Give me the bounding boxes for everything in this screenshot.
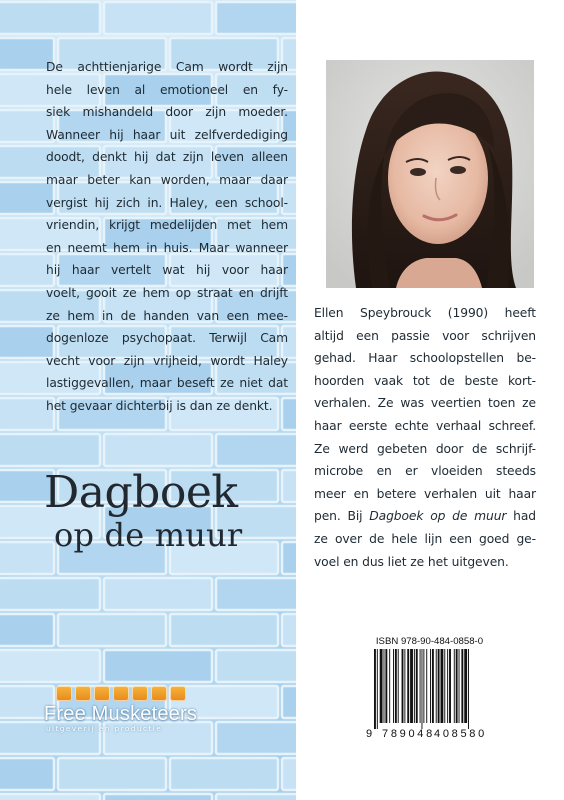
barcode-bar [404, 649, 405, 723]
brick [282, 542, 296, 574]
barcode-bar [441, 649, 444, 723]
brick [0, 434, 100, 466]
synopsis-line: doodt, denkt hij dat zijn leven alleen [46, 150, 288, 165]
synopsis-line: Wanneer hij haar uit zelfverdediging [46, 127, 288, 142]
brick [170, 614, 278, 646]
brick [282, 758, 296, 790]
barcode-bar [436, 649, 437, 723]
publisher-name: Free Musketeers [44, 703, 198, 725]
barcode-bar [389, 649, 390, 723]
barcode-bar [374, 649, 376, 729]
synopsis-line: vergist hij zich in. Haley, een school- [46, 195, 288, 210]
barcode-bar [456, 649, 458, 723]
barcode-bar [402, 649, 404, 723]
book-title-reference: Dagboek op de muur [369, 509, 507, 524]
barcode-bar [420, 649, 421, 723]
synopsis-line: voelt, gooit ze hem op straat en drijft [46, 285, 288, 300]
barcode-bar [444, 649, 445, 723]
brick [0, 578, 100, 610]
barcode-bar [432, 649, 434, 723]
barcode-bar [416, 649, 418, 723]
barcode-bar [395, 649, 397, 723]
barcode-bar [410, 649, 413, 723]
brick [58, 758, 166, 790]
author-bio [314, 302, 536, 573]
hat-icon [56, 686, 72, 701]
brick [104, 434, 212, 466]
brick [104, 650, 212, 682]
barcode-bar [393, 649, 394, 723]
synopsis-line: dogenloze psychopaat. Terwijl Cam [46, 331, 288, 346]
barcode-bar [449, 649, 451, 723]
bio-line: meer en betere verhalen uit haar [314, 486, 536, 501]
bio-line: verhalen. Ze was veertien toen ze [314, 396, 536, 411]
synopsis-line: lastiggevallen, maar beseft ze niet dat [46, 376, 288, 391]
bio-line: Ellen Speybrouck (1990) heeft [314, 306, 536, 320]
brick [58, 614, 166, 646]
brick [0, 614, 54, 646]
book-title-line-2: op de muur [54, 516, 243, 554]
book-title-line-1: Dagboek [44, 467, 238, 518]
bio-line: haar eerste echte verhaal schreef. [314, 418, 536, 433]
barcode-bar [422, 649, 423, 729]
synopsis-line: siek mishandeld door zijn moeder. [46, 105, 288, 120]
brick [216, 794, 296, 800]
bio-line: voel en dus liet ze het uitgeven. [314, 554, 509, 569]
brick [0, 794, 100, 800]
brick [282, 614, 296, 646]
barcode-bar [414, 649, 415, 723]
book-icon [94, 686, 110, 701]
barcode-bar [461, 649, 463, 723]
brick [170, 758, 278, 790]
brick [216, 2, 296, 34]
sword-icon [75, 686, 91, 701]
barcode-bar [377, 649, 378, 729]
synopsis-line: hele leven al emotioneel en fy- [46, 82, 288, 97]
barcode-digits-left: 789048 [382, 728, 435, 740]
brick [104, 794, 212, 800]
synopsis-line: het gevaar dichterbij is dan ze denkt. [46, 398, 273, 413]
musketeer-icons [56, 686, 234, 701]
brick [282, 686, 296, 718]
brick [0, 2, 100, 34]
synopsis-line: hij haar vertelt wat hij voor haar [46, 263, 288, 278]
synopsis-text [46, 56, 288, 418]
brick [104, 578, 212, 610]
synopsis-line: De achttienjarige Cam wordt zijn [46, 60, 288, 74]
bio-line: gehad. Haar schoolopstellen be- [314, 351, 536, 366]
bio-line: ze over de hele lijn een goed ge- [314, 531, 536, 546]
barcode-bars [366, 649, 493, 729]
shield-icon [132, 686, 148, 701]
barcode-bar [426, 649, 427, 723]
book-title [44, 467, 243, 554]
feather-icon [170, 686, 186, 701]
author-portrait-image [326, 60, 534, 288]
brick [216, 578, 296, 610]
barcode-bar [423, 649, 424, 723]
synopsis-line: en neemt hem in huis. Maar wanneer [46, 240, 288, 255]
quill-icon [113, 686, 129, 701]
brick [104, 2, 212, 34]
barcode-bar [430, 649, 431, 723]
isbn-barcode [366, 636, 493, 740]
barcode-bar [459, 649, 460, 723]
brick [282, 470, 296, 502]
barcode-bar [468, 649, 469, 729]
synopsis-line: vriendin, krijgt medelijden met hem [46, 218, 288, 233]
barcode-bar [454, 649, 455, 723]
publisher-subtitle: uitgeverij en productie [46, 725, 163, 733]
barcode-bar [438, 649, 440, 723]
synopsis-line: vecht voor zijn vrijheid, wordt Haley [46, 353, 288, 368]
star-icon [151, 686, 167, 701]
publisher-logo [44, 686, 234, 733]
barcode-bar [407, 649, 409, 723]
barcode-bar [447, 649, 448, 723]
barcode-bar [398, 649, 399, 723]
bio-line: altijd een passie voor schrijven [314, 328, 536, 343]
synopsis-line: ze hem in de handen van een mee- [46, 308, 288, 323]
isbn-label: ISBN 978-90-484-0858-0 [375, 636, 484, 647]
bio-line: Ze werd gebeten door de schrijf- [314, 441, 536, 456]
barcode-digits-right: 408580 [434, 728, 487, 740]
barcode-bar [380, 649, 383, 723]
bio-line: pen. Bij Dagboek op de muur had [314, 509, 536, 524]
brick [216, 434, 296, 466]
synopsis-line: maar beter kan worden, maar daar [46, 172, 288, 187]
bio-line: hoorden vaak tot de beste kort- [314, 373, 536, 388]
brick [216, 650, 296, 682]
author-photo [326, 60, 534, 288]
barcode-bar [384, 649, 385, 723]
brick [0, 650, 100, 682]
barcode-digit-first: 9 [366, 728, 373, 740]
barcode-bar [385, 649, 387, 723]
brick [0, 758, 54, 790]
barcode-bar [464, 649, 467, 723]
bio-line: microbe en er vloeiden steeds [314, 464, 536, 479]
